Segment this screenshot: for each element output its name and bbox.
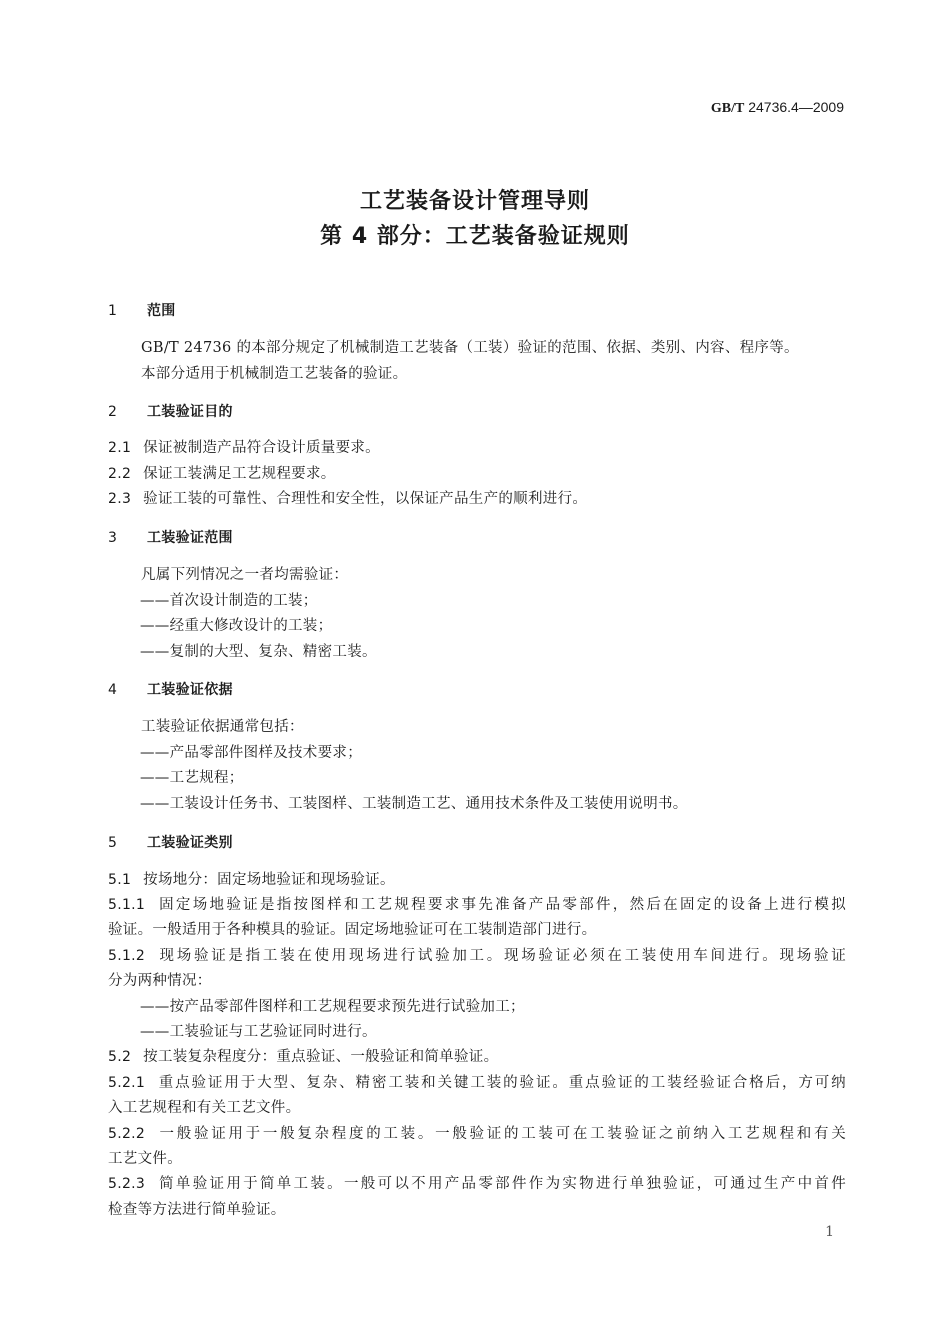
clause-5-2-3-line-2: 检查等方法进行简单验证。 [108,1202,286,1218]
clause-5-1-2-list-item: ——按产品零部件图样和工艺规程要求预先进行试验加工； [140,999,525,1015]
section-3-list-item: ——经重大修改设计的工装； [140,618,333,634]
clause-5-2-2-line-2: 工艺文件。 [108,1151,182,1167]
clause-5-2: 5.2 按工装复杂程度分：重点验证、一般验证和简单验证。 [108,1049,499,1065]
section-3-heading: 3 工装验证范围 [108,530,233,546]
clause-5-2-2-line-1: 5.2.2 一般验证用于一般复杂程度的工装。一般验证的工装可在工装验证之前纳入工艺规程和有关 [108,1126,846,1142]
section-1-paragraph-1: GB/T 24736 的本部分规定了机械制造工艺装备（工装）验证的范围、依据、类别、内容、程序等。 [141,340,799,356]
standard-prefix: GB/T [710,101,745,116]
standard-number: 24736.4—2009 [748,99,844,115]
clause-5-1-2-list-item: ——工装验证与工艺验证同时进行。 [140,1024,377,1040]
section-1-heading: 1 范围 [108,303,176,319]
clause-5-2-1-line-2: 入工艺规程和有关工艺文件。 [108,1100,301,1116]
section-4-list-item: ——工艺规程； [140,770,244,786]
section-1-title: 范围 [147,303,176,319]
section-3-intro: 凡属下列情况之一者均需验证： [141,567,349,583]
section-3-title: 工装验证范围 [147,530,233,546]
clause-5-1-2-line-1: 5.1.2 现场验证是指工装在使用现场进行试验加工。现场验证必须在工装使用车间进行。现场验证 [108,948,846,964]
section-3-list-item: ——复制的大型、复杂、精密工装。 [140,644,377,660]
clause-5-1-1-line-1: 5.1.1 固定场地验证是指按图样和工艺规程要求事先准备产品零部件，然后在固定的设备上进行模拟 [108,897,846,913]
clause-5-2-1-line-1: 5.2.1 重点验证用于大型、复杂、精密工装和关键工装的验证。重点验证的工装经验证合格后，方可纳 [108,1075,846,1091]
clause-5-1: 5.1 按场地分：固定场地验证和现场验证。 [108,872,395,888]
clause-2-1: 2.1 保证被制造产品符合设计质量要求。 [108,440,380,456]
section-1-paragraph-2: 本部分适用于机械制造工艺装备的验证。 [141,366,408,382]
section-2-title: 工装验证目的 [147,404,233,420]
section-3-list-item: ——首次设计制造的工装； [140,593,318,609]
section-4-list-item: ——工装设计任务书、工装图样、工装制造工艺、通用技术条件及工装使用说明书。 [140,796,688,812]
document-title: 工艺装备设计管理导则 [359,189,590,214]
section-4-list-item: ——产品零部件图样及技术要求； [140,745,362,761]
document-subtitle: 第 4 部分：工艺装备验证规则 [320,224,630,249]
section-4-intro: 工装验证依据通常包括： [141,719,304,735]
section-4-heading: 4 工装验证依据 [108,682,233,698]
clause-5-2-3-line-1: 5.2.3 简单验证用于简单工装。一般可以不用产品零部件作为实物进行单独验证，可通过生产中首件 [108,1176,846,1192]
standard-code [711,99,844,117]
section-5-title: 工装验证类别 [147,835,233,851]
page-number: 1 [825,1224,834,1240]
section-5-heading: 5 工装验证类别 [108,835,233,851]
clause-2-3: 2.3 验证工装的可靠性、合理性和安全性，以保证产品生产的顺利进行。 [108,491,588,507]
section-4-title: 工装验证依据 [147,682,233,698]
clause-5-1-2-line-2: 分为两种情况： [108,973,212,989]
section-2-heading: 2 工装验证目的 [108,404,233,420]
clause-5-1-1-line-2: 验证。一般适用于各种模具的验证。固定场地验证可在工装制造部门进行。 [108,922,597,938]
clause-2-2: 2.2 保证工装满足工艺规程要求。 [108,466,336,482]
